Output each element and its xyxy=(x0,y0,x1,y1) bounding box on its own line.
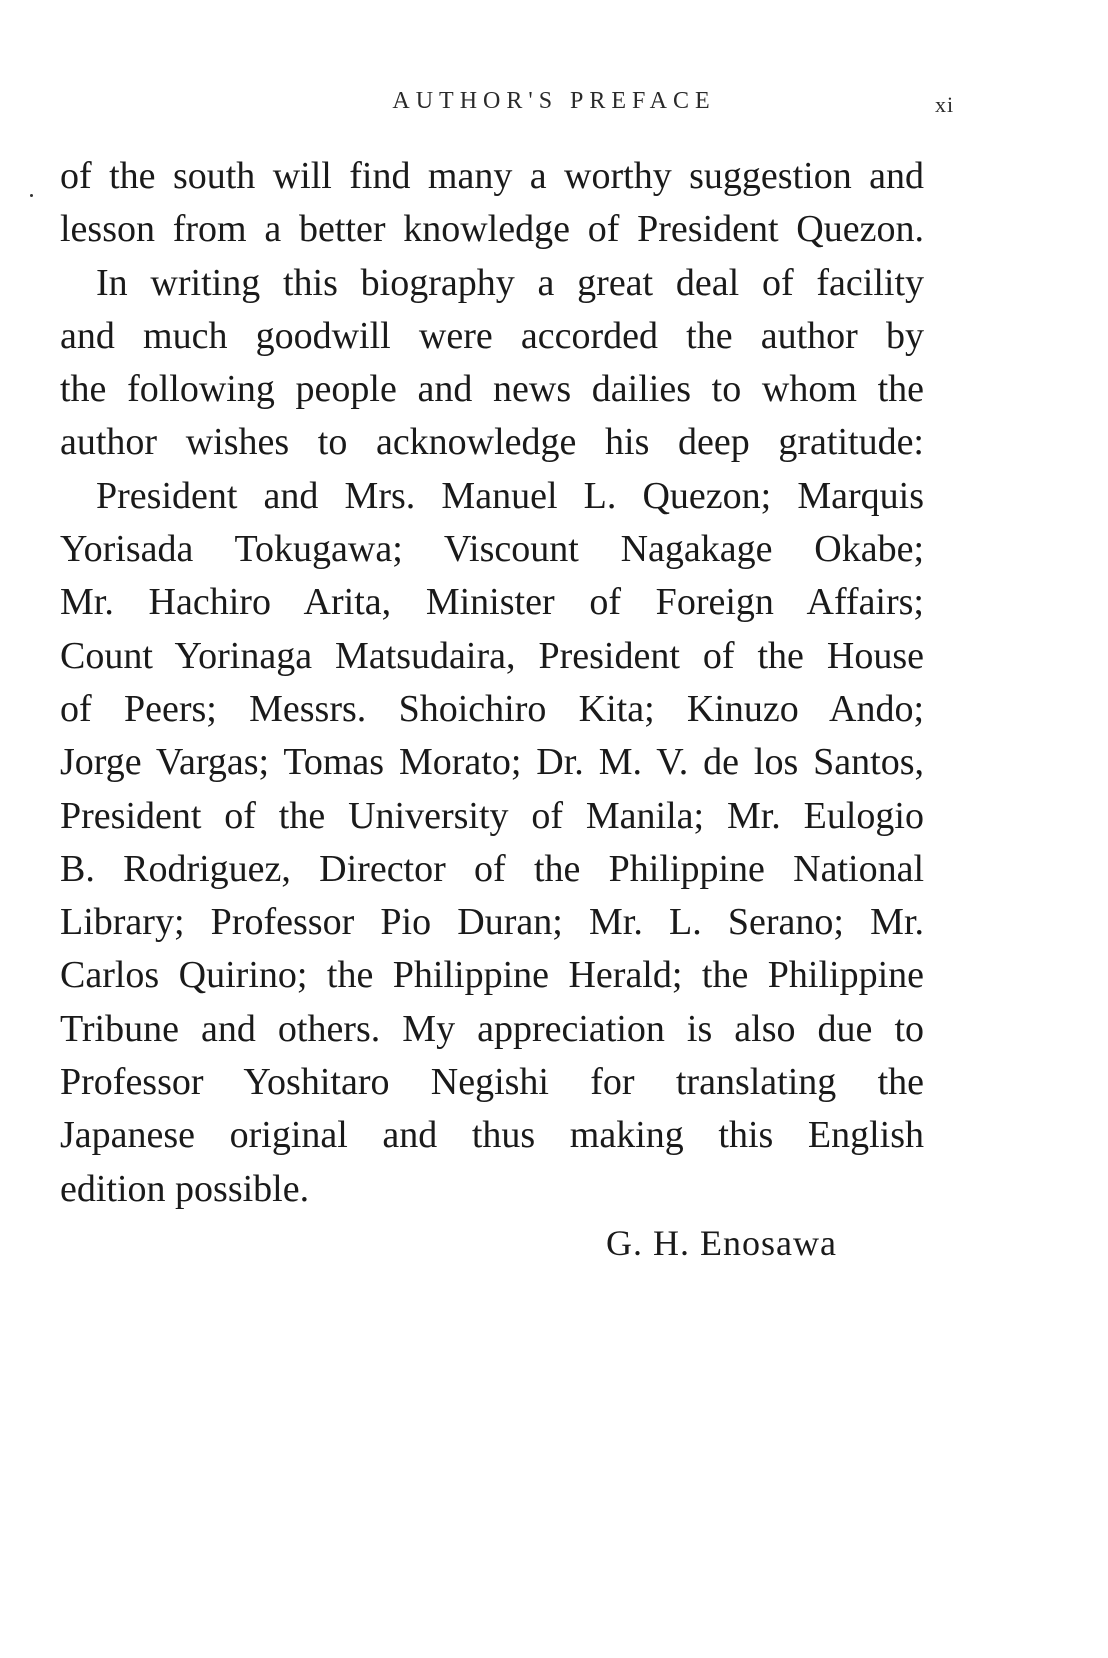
text-line: Jorge Vargas; Tomas Morato; Dr. M. V. de los Santos, xyxy=(60,741,924,784)
text-line: Professor Yoshitaro Negishi for translating the xyxy=(60,1061,924,1104)
text-line: In writing this biography a great deal of facility xyxy=(96,261,924,304)
text-line: the following people and news dailies to whom the xyxy=(60,368,924,411)
text-line: Mr. Hachiro Arita, Minister of Foreign Affairs; xyxy=(60,581,924,624)
text-line: of the south will find many a worthy suggestion and xyxy=(60,155,924,197)
text-line: President of the University of Manila; Mr. Eulogio xyxy=(60,794,924,837)
text-line: of Peers; Messrs. Shoichiro Kita; Kinuzo Ando; xyxy=(60,687,924,730)
text-line: Library; Professor Pio Duran; Mr. L. Serano; Mr. xyxy=(60,901,924,944)
text-line: Carlos Quirino; the Philippine Herald; the Philippine xyxy=(60,954,924,997)
running-head: AUTHOR'S PREFACE xyxy=(392,88,716,114)
author-signature: G. H. Enosawa xyxy=(606,1223,837,1263)
text-line: Yorisada Tokugawa; Viscount Nagakage Okabe; xyxy=(60,528,924,571)
text-line: lesson from a better knowledge of President Quezon. xyxy=(60,208,924,251)
text-line: B. Rodriguez, Director of the Philippine National xyxy=(60,847,924,890)
text-line: Tribune and others. My appreciation is also due to xyxy=(60,1007,924,1050)
text-line: Japanese original and thus making this English xyxy=(60,1114,924,1157)
preface-text xyxy=(60,150,924,1216)
text-line: President and Mrs. Manuel L. Quezon; Marquis xyxy=(96,474,924,517)
stray-print-mark xyxy=(30,194,33,197)
text-line: edition possible. xyxy=(60,1167,310,1210)
text-line: Count Yorinaga Matsudaira, President of the House xyxy=(60,634,924,677)
text-line: author wishes to acknowledge his deep gratitude: xyxy=(60,421,924,464)
text-line: and much goodwill were accorded the author by xyxy=(60,314,924,357)
page-number: xi xyxy=(935,92,955,117)
